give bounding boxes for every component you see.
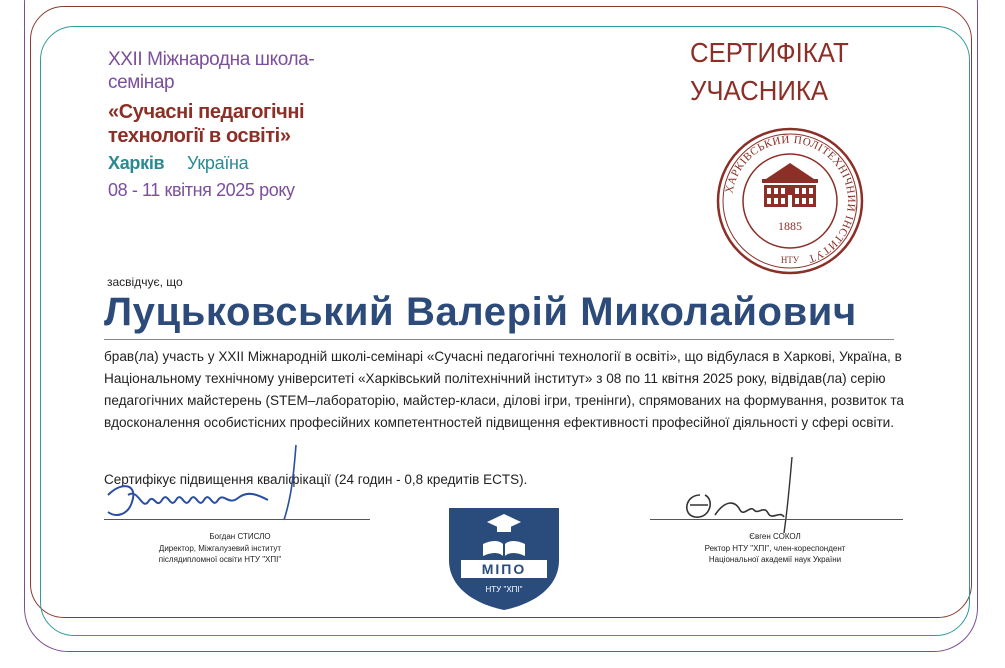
qualification-text: Сертифікує підвищення кваліфікації (24 годин - 0,8 кредитів ECTS).	[104, 472, 528, 487]
left-signatory-description	[140, 543, 300, 565]
participant-name: Луцьковський Валерій Миколайович	[104, 290, 857, 334]
right-signature-icon	[680, 455, 810, 540]
right-signatory-desc-line1: Ректор НТУ "ХПІ", член-кореспондент	[704, 544, 846, 553]
seal-year: 1885	[778, 219, 802, 233]
school-title-line1: «Сучасні педагогічні	[108, 101, 305, 123]
country: Україна	[187, 153, 249, 173]
certificate-title-line2: УЧАСНИКА	[690, 75, 829, 106]
school-heading	[108, 48, 314, 94]
city: Харків	[108, 153, 165, 173]
name-underline	[104, 339, 894, 340]
left-signatory-desc-line2: післядипломної освіти НТУ "ХПІ"	[158, 555, 282, 564]
event-dates: 08 - 11 квітня 2025 року	[108, 180, 295, 200]
badge-label: МІПО	[481, 561, 527, 577]
left-signatory-name: Богдан СТИСЛО	[209, 532, 271, 541]
left-signatory-desc-line1: Директор, Міжгалузевий інститут	[158, 544, 282, 553]
right-signature-line	[650, 519, 903, 520]
badge-sub: НТУ "ХПІ"	[485, 585, 523, 594]
university-seal-icon	[716, 127, 864, 275]
certifies-label: засвідчує, що	[107, 275, 183, 289]
certificate-title	[690, 34, 849, 110]
certificate-body-text: брав(ла) участь у XXII Міжнародній школі-семінарі «Сучасні педагогічні технології в освіті», що відбулася в Харкові, Україна, в Національному технічному університеті «Харківський політехнічний інститут» з 08 по 11 квітня 2025 року, відвідав(ла) серію педагогічних майстерень (STEM–лабораторію, майстер-класи, ділові ігри, тренінги), спрямованих на формування, розвиток та вдосконалення особистісних професійних компетентностей підвищення ефективності професійної діяльності у сфері освіти.	[104, 349, 904, 430]
right-signatory-name: Євген СОКОЛ	[749, 532, 801, 541]
right-signatory-description	[675, 543, 875, 565]
seal-bottom-text: НТУ	[780, 255, 800, 265]
mipo-badge-icon	[445, 500, 563, 612]
school-line2: семінар	[108, 72, 175, 93]
seal-ring-text: ХАРКІВСЬКИЙ ПОЛІТЕХНІЧНИЙ ІНСТИТУТ	[723, 133, 858, 266]
school-title	[108, 100, 304, 148]
left-signature-icon	[98, 440, 318, 535]
school-title-line2: технології в освіті»	[108, 125, 291, 147]
school-line1: XXII Міжнародна школа-	[108, 49, 315, 70]
right-signatory-desc-line2: Національної академії наук України	[708, 555, 842, 564]
left-signature-line	[104, 519, 370, 520]
certificate-title-line1: СЕРТИФІКАТ	[690, 37, 849, 68]
